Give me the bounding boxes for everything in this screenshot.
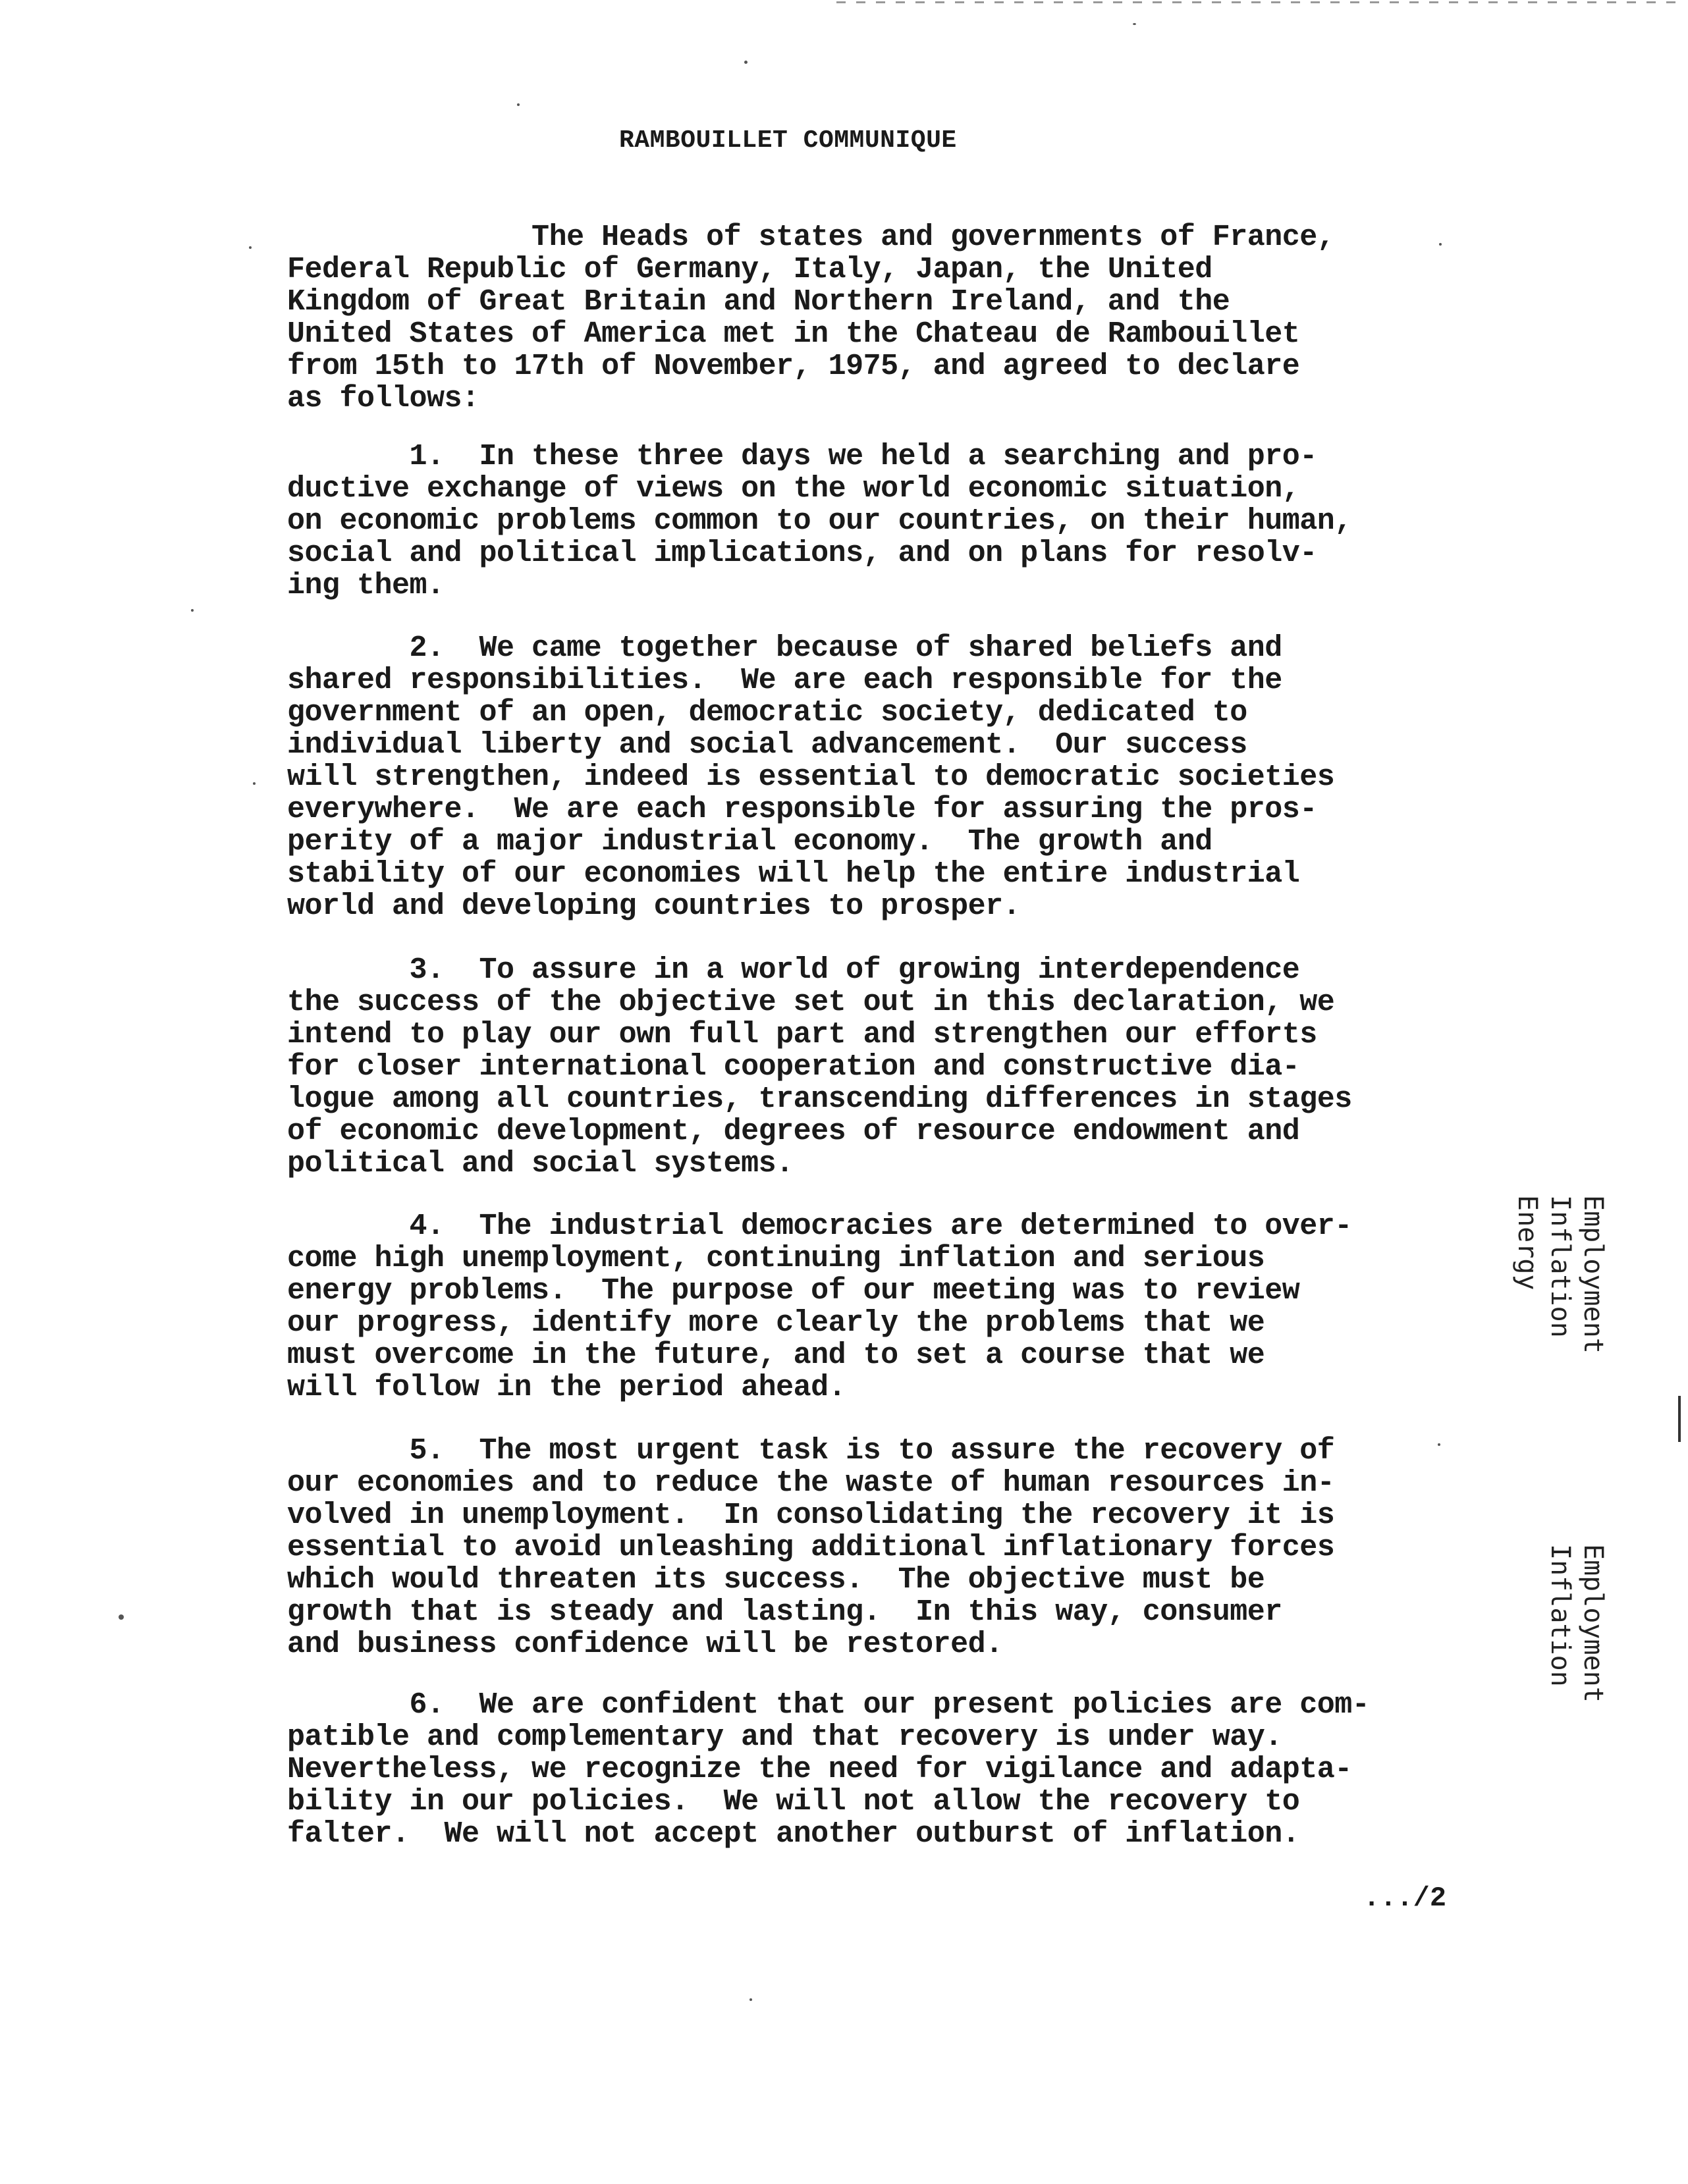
scan-speck (119, 1614, 124, 1620)
document-title: RAMBOUILLET COMMUNIQUE (619, 126, 957, 155)
margin-note-topics-5: Employment Inflation (1545, 1544, 1608, 1703)
scan-speck (1438, 1443, 1440, 1446)
scan-speck (517, 103, 520, 106)
paragraph-5: 5. The most urgent task is to assure the recovery of our economies and to reduce the waste of human resources in- volved in unemployment. In consolidating the recovery it is essential to avoid unleashing additional inflationary forces which would threaten its success. The objective must be growth that is steady and lasting. In this way, consumer and business confidence will be restored. (287, 1434, 1335, 1661)
scan-speck (1439, 243, 1442, 246)
scan-speck (1133, 23, 1136, 25)
paragraph-3: 3. To assure in a world of growing interdependence the success of the objective set out in this declaration, we intend to play our own full part and strengthen our efforts for closer international cooperation and constructive dia- logue among all countries, transcending differences in stages of economic development, degrees of resource endowment and political and social systems. (287, 953, 1352, 1181)
paragraph-4: 4. The industrial democracies are determined to over- come high unemployment, continuing inflation and serious energy problems. The purpose of our meeting was to review our progress, identify more clearly the problems that we must overcome in the future, and to set a course that we will follow in the period ahead. (287, 1210, 1352, 1404)
scan-speck (253, 782, 256, 785)
paragraph-6: 6. We are confident that our present policies are com- patible and complementary and that recovery is under way. Nevertheless, we recognize the need for vigilance and adapta- bility in our policies. We will not allow the recovery to falter. We will not accept another outburst of inflation. (287, 1688, 1370, 1851)
scan-edge-mark (1678, 1396, 1681, 1442)
paragraph-2: 2. We came together because of shared beliefs and shared responsibilities. We are each responsible for the government of an open, democratic society, dedicated to individual liberty and social advancement. Our success will strengthen, indeed is essential to democratic societies everywhere. We are each responsible for assuring the pros- perity of a major industrial economy. The growth and stability of our economies will help the entire industrial world and developing countries to prosper. (287, 631, 1335, 923)
margin-note-topics-4: Employment Inflation Energy (1512, 1195, 1608, 1354)
paragraph-intro: The Heads of states and governments of France, Federal Republic of Germany, Italy, Japan, the United Kingdom of Great Britain and Northern Ireland, and the United States of America met in the Chateau de Rambouillet from 15th to 17th of November, 1975, and agreed to declare as follows: (287, 221, 1335, 415)
scan-speck (749, 1998, 752, 2001)
scan-speck (249, 246, 252, 249)
paragraph-1: 1. In these three days we held a searching and pro- ductive exchange of views on the world economic situation, on economic problems common to our countries, on their human, social and political implications, and on plans for resolv- ing them. (287, 440, 1352, 602)
scan-speck (744, 61, 748, 64)
scan-speck (191, 609, 194, 612)
page-continuation-marker: .../2 (1363, 1882, 1447, 1914)
scan-top-edge-line (836, 1, 1686, 3)
